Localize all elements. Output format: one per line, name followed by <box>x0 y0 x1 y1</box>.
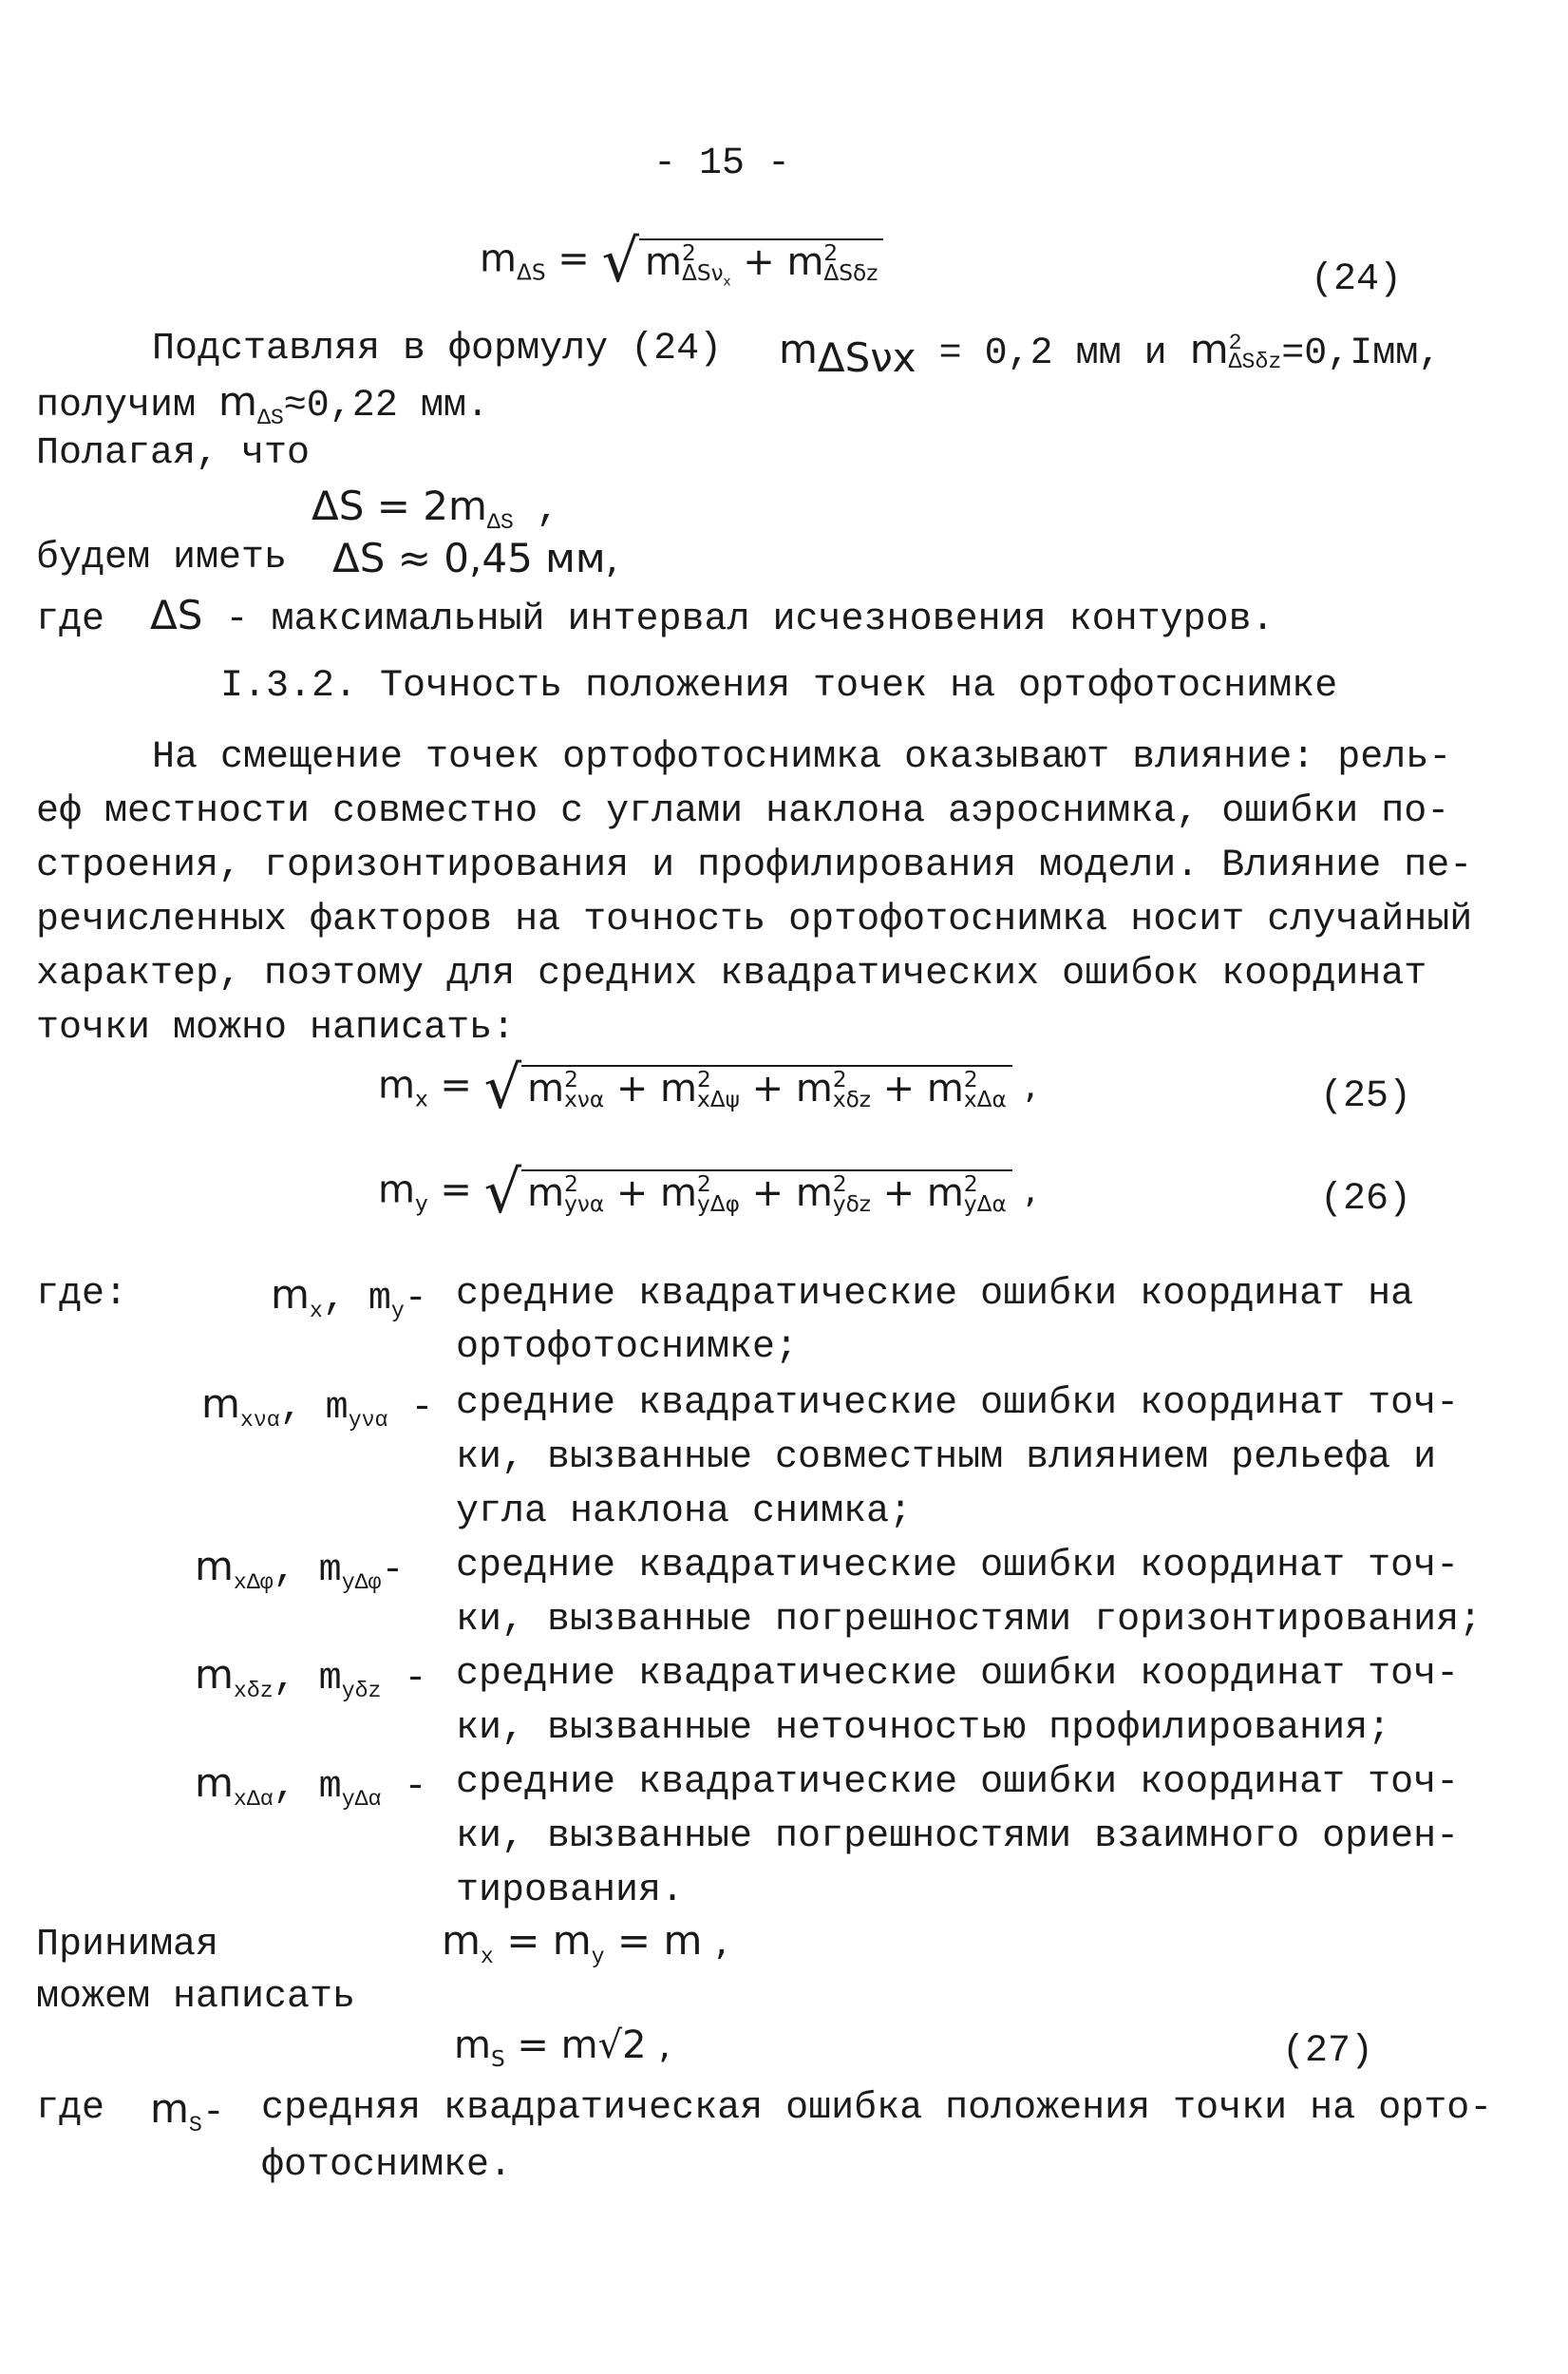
body-line-1: На смещение точек ортофотоснимка оказывают влияние: рель- <box>152 736 1452 779</box>
body-line-3: строения, горизонтирования и профилирования модели. Влияние пе- <box>36 845 1473 887</box>
body-line-4: речисленных факторов на точность ортофотоснимка носит случайный <box>36 899 1473 941</box>
final-where-label: где <box>36 2087 105 2130</box>
equation-25-number: (25) <box>1320 1075 1412 1118</box>
where-label: где: <box>36 1273 128 1316</box>
accepting-label: Принимая <box>36 1924 219 1966</box>
final-line-1: средняя квадратическая ошибка положения точки на орто- <box>261 2087 1493 2130</box>
body-line-5: характер, поэтому для средних квадратических ошибок координат <box>36 953 1427 996</box>
equation-26-number: (26) <box>1320 1178 1412 1221</box>
para2-line4: где ΔS - максимальный интервал исчезновения контуров. <box>36 592 1275 641</box>
can-write-label: можем написать <box>36 1976 356 2019</box>
equation-26: $m_y = √m$ 2 yνα + m 2 yΔφ + m 2 yδz + m 2 yΔα , <box>378 1157 1037 1226</box>
para1-values: $m_{\Delta S\nu x} = 0,2$ мм и m 2 ΔSδz =0,Iмм, <box>779 326 1442 381</box>
para2-line3-label: будем иметь <box>36 537 288 579</box>
section-heading: I.3.2. Точность положения точек на ортофотоснимке <box>220 665 1338 708</box>
equation-24-number: (24) <box>1311 258 1403 301</box>
document-page: - 15 - $m_{\Delta S} = √m$ 2 ΔSν$_x$ + m 2 ΔSδz (24) Подставляя в формулу (24) $m_{\Delta S\nu x} = 0,2$ мм и m 2 ΔSδz =0,Iмм, получим $m_{\Delta S}\approx 0,22$ мм. Полагая, что $\Delta S = 2m_{\Delta S}$ , будем иметь ΔS ≈ 0,45 мм, где ΔS - максимальный интервал исчезновения контуров. I.3.2. Точность положения точек на ортофотоснимке На смещение точек ортофотоснимка оказывают влияние: рель- еф местности совместно с углами наклона аэроснимка, ошибки по- строения, горизонтирования и профилирования модели. Влияние пе- речисленных факторов на точность ортофотоснимка носит случайный характер, поэтому для средних квадратических ошибок координат точки можно написать: $m_x = √m$ 2 xνα + m 2 xΔψ + m 2 xδz + m 2 xΔα , (25) $m_y = √m$ 2 yνα + m 2 yΔφ + m 2 yδz + m 2 yΔα , (26) где: $m_x$, $m_y-$ средние квадратические ошибки координат на ортофотоснимке; $m_{x\nu\alpha}$, $m_{y\nu\alpha}$ - средние квадратические ошибки координат точ- ки, вызванные совместным влиянием рельефа и угла наклона снимка; $m_{x\Delta\varphi}$, $m_{y\Delta\varphi}-$ средние квадратические ошибки координат точ- ки, вызванные погрешностями горизонтирования; $m_{x\delta z}$, $m_{y\delta z}$ - средние квадратические ошибки координат точ- ки, вызванные неточностью профилирования; $m_{x\Delta\alpha}$, $m_{y\Delta\alpha}$ - средние квадратические ошибки координат точ- ки, вызванные погрешностями взаимного ориен- тирования. Принимая $m_x = m_y = m$ , можем написать $m_S = m√2$ , (27) где $m_S-$ средняя квадратическая ошибка положения точки на орто- фотоснимке. <box>36 142 1493 2187</box>
accepting-formula: $m_x = m_y = m$ , <box>442 1917 728 1969</box>
equation-25: $m_x = √m$ 2 xνα + m 2 xΔψ + m 2 xδz + m 2 xΔα , <box>378 1053 1037 1122</box>
para1-line2: получим $m_{\Delta S}\approx 0,22$ мм. <box>36 378 489 430</box>
para2-line1: Полагая, что <box>36 432 311 475</box>
para2-line3-formula: ΔS ≈ 0,45 мм, <box>332 535 618 581</box>
para1-line1: Подставляя в формулу (24) <box>152 328 723 370</box>
equation-27: $m_S = m√2$ , <box>454 2023 671 2072</box>
equation-27-number: (27) <box>1282 2030 1374 2073</box>
body-line-2: еф местности совместно с углами наклона аэроснимка, ошибки по- <box>36 790 1450 833</box>
eq24-radical: √m 2 ΔSν$_x$ + m 2 ΔSδz <box>602 226 884 295</box>
final-line-2: фотоснимке. <box>261 2144 513 2187</box>
final-symbol: $m_S-$ <box>150 2085 225 2137</box>
eq24-lhs-sub: ΔS <box>516 259 546 286</box>
page-number: - 15 - <box>653 142 791 185</box>
eq24-lhs: m <box>480 237 517 281</box>
body-line-6: точки можно написать: <box>36 1007 516 1050</box>
equation-24: $m_{\Delta S} = √m$ 2 ΔSν$_x$ + m 2 ΔSδz <box>480 226 883 295</box>
para2-formula: $\Delta S = 2m_{\Delta S}$ , <box>312 483 559 535</box>
